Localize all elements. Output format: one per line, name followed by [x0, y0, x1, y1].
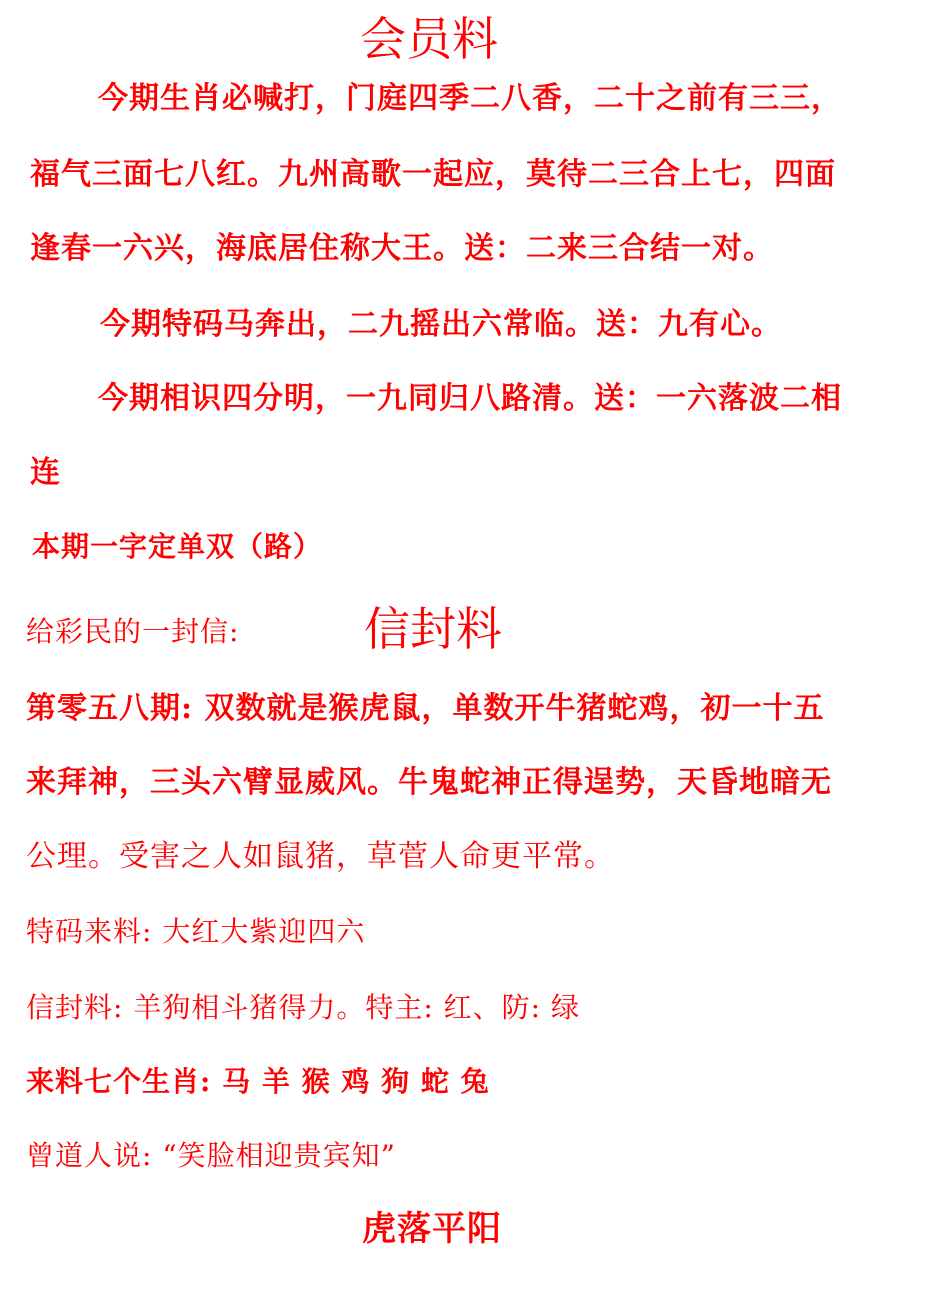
letter-line-4: 特码来料: 大红大紫迎四六 — [26, 915, 366, 948]
letter-title: 信封料 — [364, 602, 502, 656]
letter-intro: 给彩民的一封信: — [26, 615, 240, 648]
member-line-4: 今期特码马奔出，二九摇出六常临。送：九有心。 — [100, 307, 782, 342]
member-line-6: 连 — [30, 455, 61, 490]
letter-line-1: 第零五八期: 双数就是猴虎鼠，单数开牛猪蛇鸡，初一十五 — [26, 691, 825, 726]
letter-line-2: 来拜神，三头六臂显威风。牛鬼蛇神正得逞势，天昏地暗无 — [26, 765, 832, 800]
member-line-7: 本期一字定单双（路） — [32, 530, 323, 563]
member-line-3: 逢春一六兴，海底居住称大王。送：二来三合结一对。 — [30, 231, 774, 266]
letter-line-7: 曾道人说: “笑脸相迎贵宾知” — [26, 1139, 396, 1172]
member-line-2: 福气三面七八红。九州高歌一起应，莫待二三合上七，四面 — [30, 157, 836, 192]
letter-line-3: 公理。受害之人如鼠猪，草菅人命更平常。 — [26, 839, 615, 874]
member-line-1: 今期生肖必喊打，门庭四季二八香，二十之前有三三， — [98, 81, 842, 116]
footer-text: 虎落平阳 — [362, 1209, 502, 1249]
member-line-5: 今期相识四分明，一九同归八路清。送：一六落波二相 — [98, 381, 842, 416]
letter-line-6: 来料七个生肖: 马 羊 猴 鸡 狗 蛇 兔 — [26, 1065, 490, 1098]
page-title: 会员料 — [360, 12, 498, 66]
letter-line-5: 信封料: 羊狗相斗猪得力。特主: 红、防: 绿 — [26, 991, 581, 1024]
